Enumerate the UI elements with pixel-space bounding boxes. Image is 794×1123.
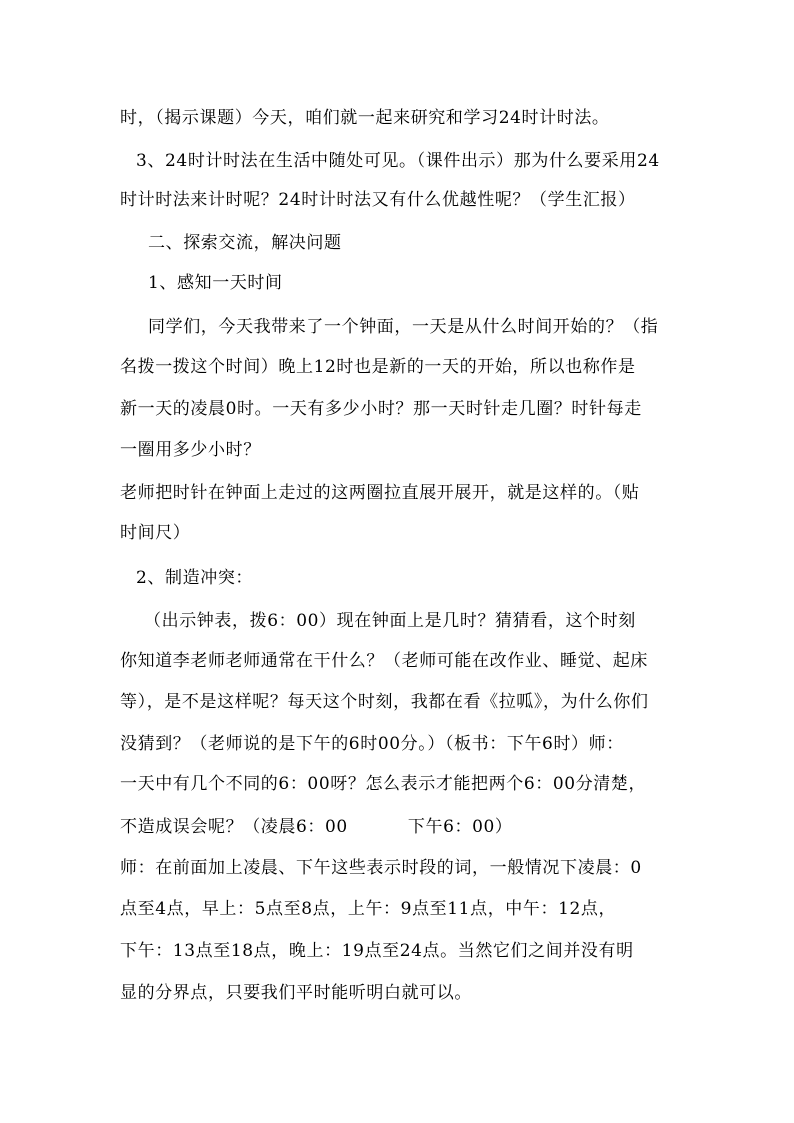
- text-line: 等），是不是这样呢？每天这个时刻，我都在看《拉呱》，为什么你们: [120, 692, 649, 712]
- text-line: 没猜到？（老师说的是下午的6时00分。）（板书：下午6时）师：: [120, 734, 624, 754]
- text-line: 时计时法来计时呢？24时计时法又有什么优越性呢？（学生汇报）: [120, 190, 636, 210]
- text-line: 新一天的凌晨0时。一天有多少小时？那一天时针走几圈？时针每走: [120, 399, 642, 419]
- section-heading: 二、探索交流，解决问题: [148, 233, 342, 253]
- text-line: 不造成误会呢？（凌晨6：00 下午6：00）: [120, 817, 513, 837]
- text-line: 一圈用多少小时？: [120, 440, 261, 460]
- text-line: （出示钟表，拨6：00）现在钟面上是几时？猜猜看，这个时刻: [144, 611, 636, 631]
- text-line: 一天中有几个不同的6：00呀？怎么表示才能把两个6：00分清楚，: [120, 774, 647, 794]
- text-line: 师：在前面加上凌晨、下午这些表示时段的词，一般情况下凌晨：0: [120, 858, 642, 878]
- text-line: 显的分界点，只要我们平时能听明白就可以。: [120, 983, 472, 1003]
- text-line: 点至4点，早上：5点至8点，上午：9点至11点，中午：12点，: [120, 899, 617, 919]
- text-line: 老师把时针在钟面上走过的这两圈拉直展开展开，就是这样的。（贴: [120, 483, 640, 503]
- text-line: 同学们，今天我带来了一个钟面，一天是从什么时间开始的？（指: [148, 317, 659, 337]
- text-line: 3、24时计时法在生活中随处可见。（课件出示）那为什么要采用24: [136, 151, 660, 171]
- subsection-heading: 2、制造冲突：: [136, 568, 254, 588]
- text-line: 下午：13点至18点，晚上：19点至24点。当然它们之间并没有明: [120, 941, 634, 961]
- subsection-heading: 1、感知一天时间: [148, 273, 283, 293]
- text-line: 名拨一拨这个时间）晚上12时也是新的一天的开始，所以也称作是: [120, 357, 636, 377]
- text-line: 时间尺）: [120, 523, 191, 543]
- text-line: 你知道李老师老师通常在干什么？（老师可能在改作业、睡觉、起床: [120, 651, 648, 671]
- text-line: 时，（揭示课题）今天，咱们就一起来研究和学习24时计时法。: [120, 108, 610, 128]
